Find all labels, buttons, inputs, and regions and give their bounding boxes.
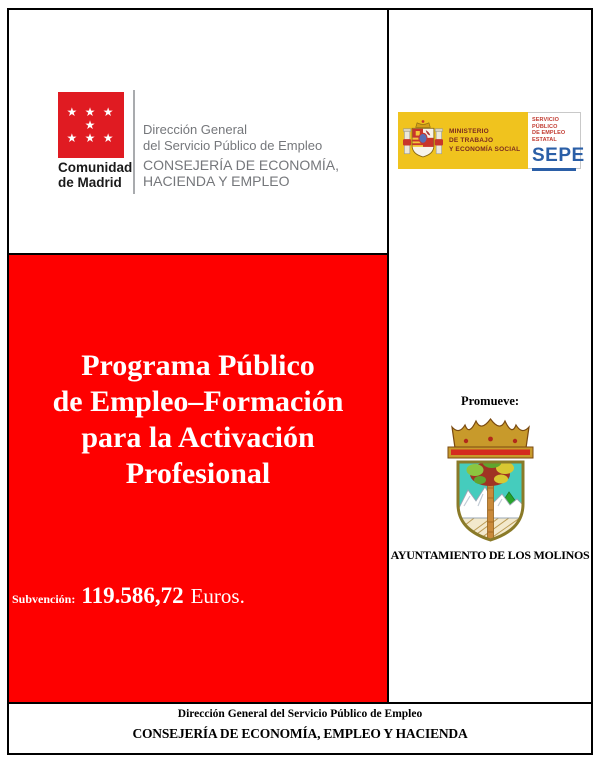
madrid-flag-icon [58, 92, 124, 158]
left-column [9, 10, 389, 702]
sepe-small-line1: SERVICIO PÚBLICO [532, 117, 559, 130]
ministry-name-line1: MINISTERIO [449, 128, 489, 135]
sepe-underline [532, 168, 576, 171]
consejeria-line2: HACIENDA Y EMPLEO [143, 173, 290, 189]
page-footer [9, 702, 591, 753]
sepe-small-line2: DE EMPLEO ESTATAL [532, 130, 566, 143]
madrid-stars-row-top: ★ ★ ★ ★ [66, 104, 116, 132]
program-title-line4: Profesional [125, 457, 271, 490]
promoter-label: Promueve: [460, 394, 520, 408]
ministry-name-text [449, 127, 520, 154]
right-column [389, 10, 591, 702]
spain-coat-of-arms-icon [403, 118, 443, 164]
sepe-logo-panel [528, 112, 585, 169]
department-line1: Dirección General [143, 122, 248, 137]
subsidy-line [12, 583, 245, 609]
madrid-stars-row-bottom: ★ ★ ★ [66, 130, 116, 145]
madrid-department-text [143, 122, 322, 153]
subsidy-currency: Euros. [190, 584, 245, 608]
program-banner [9, 253, 387, 702]
ministry-name-line3: Y ECONOMÍA SOCIAL [449, 146, 521, 153]
madrid-brand-text [58, 160, 132, 190]
ministry-name-line2: DE TRABAJO [449, 137, 494, 144]
madrid-consejeria-text [143, 157, 339, 189]
sepe-acronym: SEPE [532, 145, 585, 166]
subsidy-label: Subvención: [12, 592, 76, 606]
ministry-yellow-panel [398, 112, 528, 169]
page-frame [7, 8, 593, 755]
program-title-line3: para la Activación [81, 421, 315, 454]
los-molinos-crest-icon [442, 414, 539, 546]
logo-divider-line [133, 90, 135, 194]
program-title-line2: de Empleo–Formación [52, 385, 344, 418]
program-title-line1: Programa Público [81, 349, 315, 382]
promoter-name: AYUNTAMIENTO DE LOS MOLINOS [390, 548, 590, 562]
ministry-logo-block [398, 112, 585, 169]
madrid-brand-line1: Comunidad [58, 160, 133, 175]
crest-wrapper [389, 414, 591, 551]
main-row [9, 10, 591, 702]
consejeria-line1: CONSEJERÍA DE ECONOMÍA, [143, 157, 340, 173]
program-title [9, 255, 387, 492]
subsidy-amount: 119.586,72 [81, 583, 184, 608]
madrid-brand-line2: de Madrid [58, 175, 122, 190]
footer-line1: Dirección General del Servicio Público de Empleo [177, 708, 423, 720]
madrid-logo-block [9, 10, 387, 253]
footer-line2: CONSEJERÍA DE ECONOMÍA, EMPLEO Y HACIENDA [132, 726, 468, 741]
department-line2: del Servicio Público de Empleo [143, 137, 323, 153]
